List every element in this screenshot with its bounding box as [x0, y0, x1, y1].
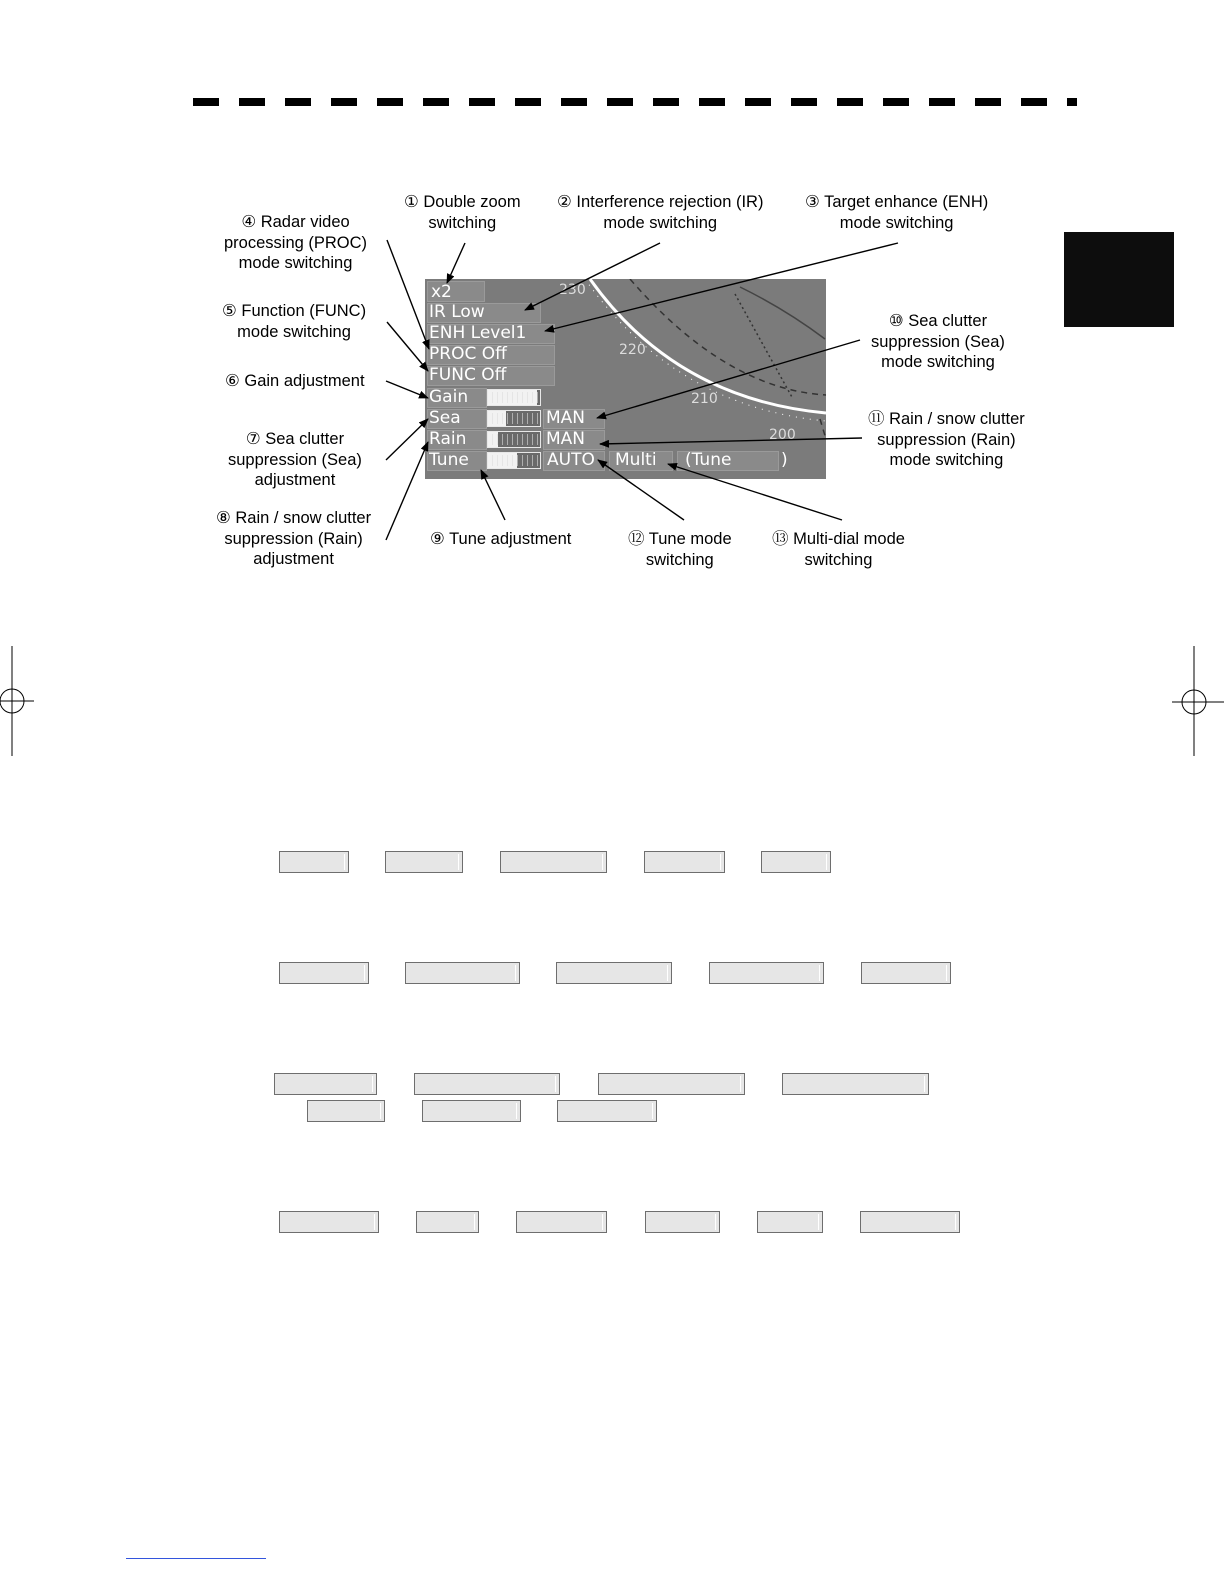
tune-label: Tune	[429, 450, 469, 470]
rain-label: Rain	[429, 429, 467, 449]
callout-tune-mode: ⑫ Tune mode switching	[628, 530, 732, 569]
callout-ir: ② Interference rejection (IR) mode switching	[557, 193, 764, 232]
menu-button-3-5[interactable]	[307, 1100, 385, 1122]
arrow-4	[387, 240, 429, 349]
menu-button-1-2[interactable]	[385, 851, 463, 873]
menu-button-2-3[interactable]	[556, 962, 672, 984]
menu-button-2-5[interactable]	[861, 962, 951, 984]
arrow-2	[525, 243, 660, 310]
menu-button-3-7[interactable]	[557, 1100, 657, 1122]
menu-button-3-3[interactable]	[598, 1073, 745, 1095]
menu-button-1-1[interactable]	[279, 851, 349, 873]
gain-label: Gain	[429, 387, 469, 407]
sea-mode-label: MAN	[546, 408, 586, 428]
arrow-9	[481, 470, 505, 520]
arrow-7	[386, 419, 428, 460]
tune-mode-label: AUTO	[547, 450, 595, 470]
callout-tune-adjust: ⑨ Tune adjustment	[430, 530, 572, 548]
callout-double-zoom: ① Double zoom switching	[404, 193, 521, 232]
menu-button-4-1[interactable]	[279, 1211, 379, 1233]
multi-value-label: (Tune	[685, 450, 732, 470]
ir-label: IR Low	[429, 302, 485, 322]
menu-button-1-5[interactable]	[761, 851, 831, 873]
zoom-label: x2	[431, 282, 452, 302]
menu-button-1-3[interactable]	[500, 851, 607, 873]
rain-mode-label: MAN	[546, 429, 586, 449]
menu-button-2-4[interactable]	[709, 962, 824, 984]
callout-proc: ④ Radar video processing (PROC) mode switching	[224, 213, 368, 272]
scale-label-210: 210	[691, 391, 718, 407]
arrow-6	[386, 381, 428, 398]
callout-sea-mode: ⑩ Sea clutter suppression (Sea) mode switching	[871, 312, 1005, 371]
menu-button-1-4[interactable]	[644, 851, 725, 873]
callout-gain: ⑥ Gain adjustment	[225, 372, 365, 390]
callout-func: ⑤ Function (FUNC) mode switching	[222, 302, 367, 341]
enh-label: ENH Level1	[429, 323, 527, 343]
menu-button-4-5[interactable]	[757, 1211, 823, 1233]
arrow-11	[600, 438, 862, 444]
menu-button-4-4[interactable]	[645, 1211, 720, 1233]
callout-enh: ③ Target enhance (ENH) mode switching	[805, 193, 989, 232]
scale-label-200: 200	[769, 427, 796, 443]
scale-label-230: 230	[559, 282, 586, 298]
arrow-13	[668, 464, 842, 520]
callout-multi-dial: ⑬ Multi-dial mode switching	[772, 530, 905, 569]
arrow-8	[386, 442, 428, 540]
proc-label: PROC Off	[429, 344, 507, 364]
menu-button-4-2[interactable]	[416, 1211, 479, 1233]
menu-button-3-2[interactable]	[414, 1073, 560, 1095]
menu-button-3-4[interactable]	[782, 1073, 929, 1095]
scale-label-220: 220	[619, 342, 646, 358]
arrow-12	[598, 460, 684, 520]
arrow-3	[545, 243, 898, 331]
footer-link-line	[126, 1558, 266, 1559]
callout-rain-mode: ⑪ Rain / snow clutter suppression (Rain) mode switching	[868, 410, 1025, 469]
registration-mark-left	[0, 646, 34, 756]
menu-button-4-3[interactable]	[516, 1211, 607, 1233]
arrow-1	[447, 243, 465, 283]
menu-button-3-6[interactable]	[422, 1100, 521, 1122]
sea-label: Sea	[429, 408, 461, 428]
multi-close-paren: )	[781, 450, 788, 470]
callout-sea-adjust: ⑦ Sea clutter suppression (Sea) adjustment	[228, 430, 362, 489]
menu-button-2-2[interactable]	[405, 962, 520, 984]
func-label: FUNC Off	[429, 365, 507, 385]
arrow-10	[597, 340, 860, 418]
menu-button-3-1[interactable]	[274, 1073, 377, 1095]
multi-label: Multi	[615, 450, 657, 470]
callout-rain-adjust: ⑧ Rain / snow clutter suppression (Rain) adjustment	[216, 509, 372, 568]
menu-button-4-6[interactable]	[860, 1211, 960, 1233]
registration-mark-right	[1172, 646, 1224, 756]
menu-button-2-1[interactable]	[279, 962, 369, 984]
